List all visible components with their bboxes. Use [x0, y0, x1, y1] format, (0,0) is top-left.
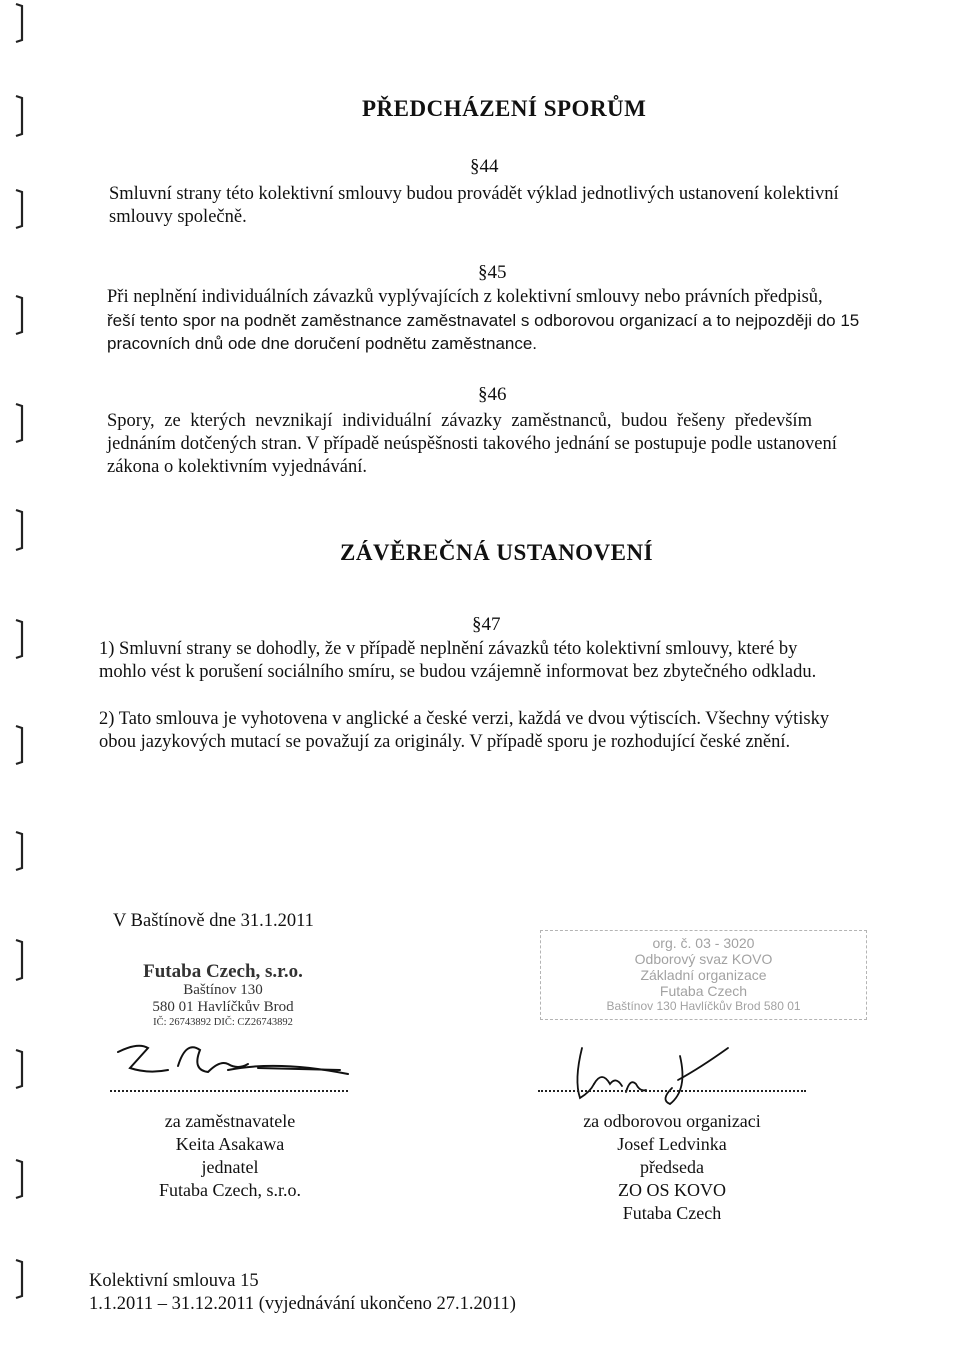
employer-signatory-company: Futaba Czech, s.r.o. [159, 1180, 301, 1200]
paragraph-47-item-2-line-1: 2) Tato smlouva je vyhotovena v anglické a české verzi, každá ve dvou výtiscích. Všechny výtisky [99, 709, 830, 729]
employer-stamp [118, 962, 328, 1030]
paragraph-number-46: §46 [478, 384, 507, 405]
section-heading-predchazeni: PŘEDCHÁZENÍ SPORŮM [362, 96, 647, 121]
paragraph-number-47: §47 [472, 614, 501, 635]
union-signatory-name: Josef Ledvinka [617, 1134, 727, 1154]
footer-validity: 1.1.2011 – 31.12.2011 (vyjednávání ukončeno 27.1.2011) [89, 1294, 516, 1314]
union-stamp-line-4: Futaba Czech [659, 983, 748, 999]
union-signatory-company-2: Futaba Czech [622, 1203, 722, 1223]
paragraph-44-line-1: Smluvní strany této kolektivní smlouvy budou provádět výklad jednotlivých ustanovení kolektivní [109, 184, 839, 204]
binder-holes-graphic [8, 0, 30, 1364]
union-signatory-company-1: ZO OS KOVO [618, 1180, 726, 1200]
union-stamp-line-2: Odborový svaz KOVO [634, 951, 773, 967]
union-signatory-title: předseda [640, 1157, 704, 1177]
union-stamp-line-1: org. č. 03 - 3020 [652, 935, 755, 951]
employer-stamp-city: 580 01 Havlíčkův Brod [152, 999, 294, 1015]
employer-signatory-name: Keita Asakawa [175, 1134, 285, 1154]
paragraph-47-item-2-line-2: obou jazykových mutací se považují za originály. V případě sporu je rozhodující české znění. [99, 732, 791, 752]
union-stamp-line-3: Základní organizace [640, 967, 767, 983]
employer-stamp-ids: IČ: 26743892 DIČ: CZ26743892 [153, 1017, 293, 1028]
employer-stamp-name: Futaba Czech, s.r.o. [143, 961, 303, 982]
paragraph-45-line-1: Při neplnění individuálních závazků vyplývajících z kolektivní smlouvy nebo právních předpisů, [107, 287, 823, 307]
employer-signature-line [110, 1090, 348, 1092]
employer-signatory [120, 1110, 340, 1202]
paragraph-46-line-1: Spory, ze kterých nevznikají individuální závazky zaměstnanců, budou řešeny především [107, 411, 812, 431]
union-signature-line [538, 1090, 806, 1092]
union-signatory [562, 1110, 782, 1225]
paragraph-47-item-1-line-2: mohlo vést k porušení sociálního smíru, se budou vzájemně informovat bez zbytečného odkladu. [99, 662, 817, 682]
paragraph-45-line-3: pracovních dnů ode dne doručení podnětu zaměstnance. [107, 334, 538, 353]
footer-title: Kolektivní smlouva 15 [89, 1271, 259, 1291]
union-stamp [540, 930, 867, 1020]
paragraph-number-44: §44 [470, 156, 499, 177]
paragraph-44-line-2: smlouvy společně. [109, 207, 247, 227]
place-and-date: V Baštínově dne 31.1.2011 [113, 911, 314, 931]
union-stamp-line-5: Baštínov 130 Havlíčkův Brod 580 01 [606, 999, 801, 1013]
employer-stamp-street: Baštínov 130 [183, 982, 263, 998]
union-signatory-role: za odborovou organizaci [583, 1111, 761, 1131]
section-heading-zaverecna: ZÁVĚREČNÁ USTANOVENÍ [340, 540, 654, 565]
paragraph-47-item-1-line-1: 1) Smluvní strany se dohodly, že v případě neplnění závazků této kolektivní smlouvy, které by [99, 639, 798, 659]
paragraph-45-line-2: řeší tento spor na podnět zaměstnance zaměstnavatel s odborovou organizací a to nejpozději do 15 [107, 311, 860, 330]
paragraph-46-line-2: jednáním dotčených stran. V případě neúspěšnosti takového jednání se postupuje podle ustanovení [107, 434, 837, 454]
paragraph-46-line-3: zákona o kolektivním vyjednávání. [107, 457, 367, 477]
employer-signatory-role: za zaměstnavatele [164, 1111, 296, 1131]
employer-signatory-title: jednatel [201, 1157, 259, 1177]
union-signature-graphic [560, 1040, 740, 1110]
paragraph-number-45: §45 [478, 262, 507, 283]
